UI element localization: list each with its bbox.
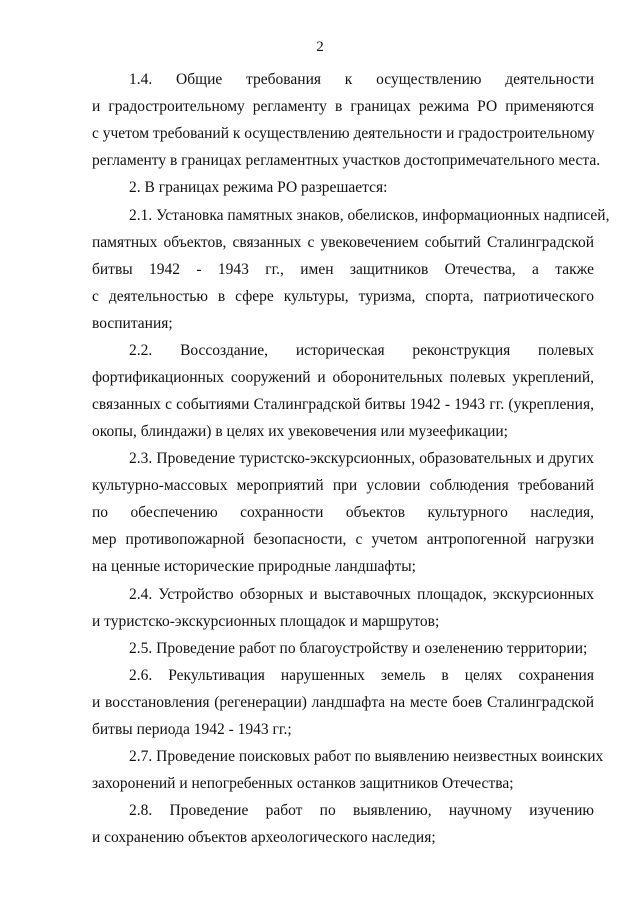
- text-line: 2.4. Устройство обзорных и выставочных площадок, экскурсионных: [129, 586, 594, 603]
- text-line: и градостроительному регламенту в границах режима РО применяются: [92, 98, 594, 115]
- text-line: связанных с событиями Сталинградской битвы 1942 - 1943 гг. (укрепления,: [92, 396, 594, 413]
- text-line: мер противопожарной безопасности, с учетом антропогенной нагрузки: [92, 531, 594, 548]
- text-line: битвы 1942 - 1943 гг., имен защитников Отечества, а также: [92, 261, 594, 278]
- text-line: фортификационных сооружений и оборонительных полевых укреплений,: [92, 369, 594, 386]
- text-line: воспитания;: [92, 315, 173, 332]
- text-line: и туристско-экскурсионных площадок и маршрутов;: [92, 613, 440, 630]
- text-line: по обеспечению сохранности объектов культурного наследия,: [92, 504, 594, 521]
- text-line: памятных объектов, связанных с увековечением событий Сталинградской: [92, 234, 594, 251]
- text-line: 2.3. Проведение туристско-экскурсионных, образовательных и других: [129, 450, 594, 467]
- text-line: окопы, блиндажи) в целях их увековечения или музеефикации;: [92, 423, 508, 440]
- text-line: 2.2. Воссоздание, историческая реконструкция полевых: [129, 342, 594, 359]
- text-line: битвы периода 1942 - 1943 гг.;: [92, 721, 292, 738]
- text-line: 1.4. Общие требования к осуществлению деятельности: [129, 71, 594, 88]
- page-number: 2: [316, 39, 324, 55]
- text-line: 2. В границах режима РО разрешается:: [129, 179, 388, 196]
- text-line: 2.1. Установка памятных знаков, обелисков, информационных надписей,: [129, 207, 610, 224]
- text-line: культурно-массовых мероприятий при условии соблюдения требований: [92, 477, 594, 494]
- text-line: захоронений и непогребенных останков защитников Отечества;: [92, 775, 514, 792]
- text-line: 2.5. Проведение работ по благоустройству и озеленению территории;: [129, 640, 588, 657]
- text-line: на ценные исторические природные ландшафты;: [92, 558, 416, 575]
- text-line: 2.8. Проведение работ по выявлению, научному изучению: [129, 802, 594, 819]
- text-line: и восстановления (регенерации) ландшафта на месте боев Сталинградской: [92, 694, 594, 711]
- text-line: с учетом требований к осуществлению деятельности и градостроительному: [92, 125, 595, 142]
- text-line: 2.7. Проведение поисковых работ по выявлению неизвестных воинских: [129, 748, 604, 765]
- text-line: 2.6. Рекультивация нарушенных земель в целях сохранения: [129, 667, 594, 684]
- text-line: и сохранению объектов археологического наследия;: [92, 829, 436, 846]
- text-line: с деятельностью в сфере культуры, туризма, спорта, патриотического: [92, 288, 594, 305]
- text-line: регламенту в границах регламентных участков достопримечательного места.: [92, 152, 601, 169]
